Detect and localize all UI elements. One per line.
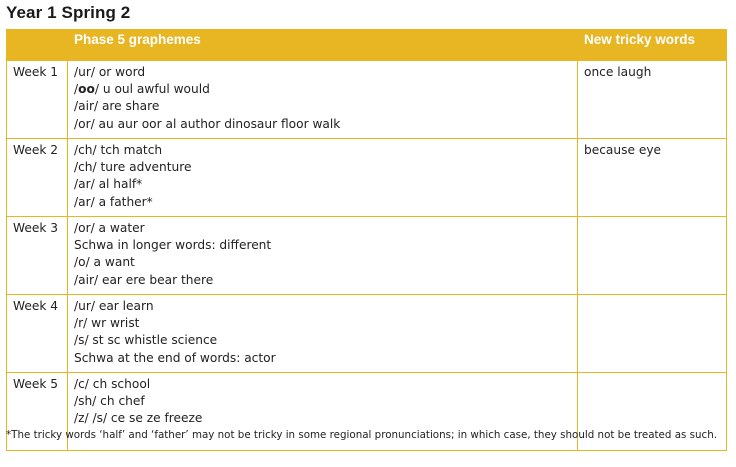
grapheme-line: /air/ are share <box>74 99 160 114</box>
table-row <box>7 295 727 373</box>
table-row <box>7 217 727 295</box>
table-row <box>7 61 727 139</box>
grapheme-line: Schwa in longer words: different <box>74 238 272 253</box>
grapheme-line: /ch/ ture adventure <box>74 160 192 175</box>
week-label: Week 5 <box>7 373 68 451</box>
week-label: Week 1 <box>7 61 68 139</box>
tricky-words-cell: because eye <box>578 139 727 217</box>
week-label: Week 2 <box>7 139 68 217</box>
grapheme-line: /ar/ al half* <box>74 177 143 192</box>
week-label: Week 3 <box>7 217 68 295</box>
tricky-words-cell <box>578 217 727 295</box>
grapheme-line: /oo/ u oul awful would <box>74 82 210 97</box>
grapheme-line: /air/ ear ere bear there <box>74 272 214 287</box>
tricky-words-cell <box>578 295 727 373</box>
grapheme-line: Schwa at the end of words: actor <box>74 350 276 365</box>
header-graphemes: Phase 5 graphemes <box>68 30 578 61</box>
grapheme-line: /o/ a want <box>74 255 135 270</box>
grapheme-line: /r/ wr wrist <box>74 316 140 331</box>
grapheme-line: /or/ au aur oor al author dinosaur floor walk <box>74 116 341 131</box>
table-row <box>7 139 727 217</box>
grapheme-line: /ur/ or word <box>74 65 146 79</box>
grapheme-line: /c/ ch school <box>74 377 151 391</box>
table-header-row <box>7 30 727 61</box>
page-title: Year 1 Spring 2 <box>6 3 131 22</box>
grapheme-line: /ch/ tch match <box>74 143 163 157</box>
graphemes-cell <box>68 217 578 295</box>
grapheme-line: /ur/ ear learn <box>74 299 154 313</box>
grapheme-line: /or/ a water <box>74 221 145 235</box>
graphemes-cell <box>68 295 578 373</box>
tricky-words-cell: once laugh <box>578 61 727 139</box>
week-label: Week 4 <box>7 295 68 373</box>
header-week <box>7 30 68 61</box>
grapheme-line: /ar/ a father* <box>74 194 153 209</box>
grapheme-line: /sh/ ch chef <box>74 394 145 409</box>
grapheme-line: /z/ /s/ ce se ze freeze <box>74 411 203 426</box>
footnote: *The tricky words ‘half’ and ‘father’ may not be tricky in some regional pronunciations; in which case, they should not be treated as such. <box>6 429 717 441</box>
graphemes-cell <box>68 139 578 217</box>
grapheme-line: /s/ st sc whistle science <box>74 333 218 348</box>
phonics-table <box>6 29 727 451</box>
graphemes-cell <box>68 61 578 139</box>
header-tricky-words: New tricky words <box>578 30 727 61</box>
